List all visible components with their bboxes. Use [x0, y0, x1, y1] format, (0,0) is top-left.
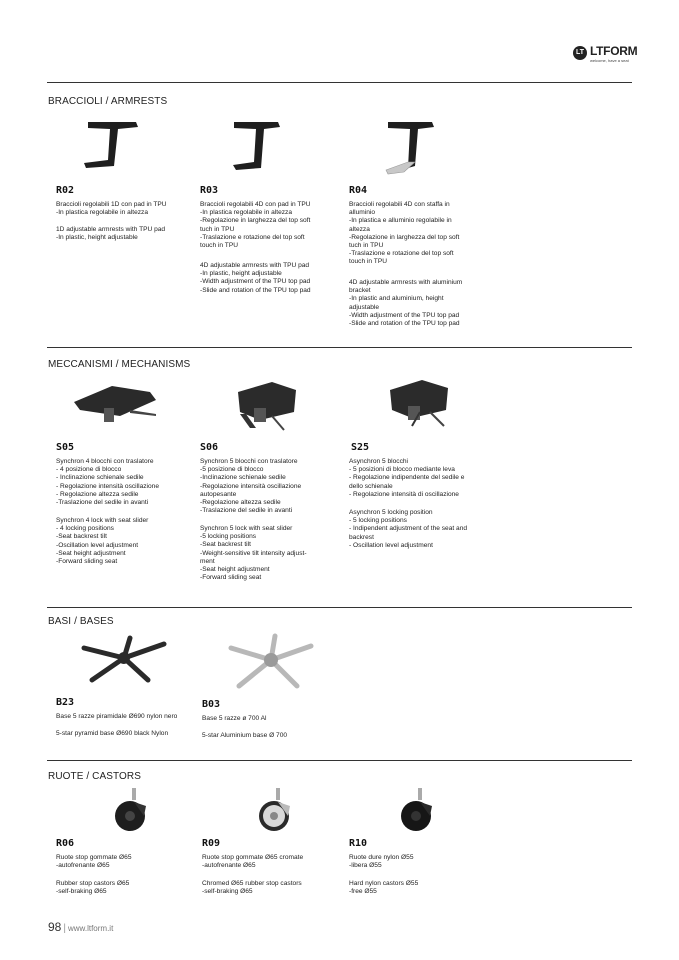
product-desc-en-r03: 4D adjustable armrests with TPU pad -In plastic, height adjustable -Width adjustment of the TPU top pad -Slide and rotation of the TPU top pad	[200, 262, 311, 294]
product-code-r03: R03	[200, 185, 219, 196]
product-desc-en-s06: Synchron 5 lock with seat slider -5 locking positions -Seat backrest tilt -Weight-sensitive tilt intensity adjust- ment -Seat height adjustment -Forward sliding seat	[200, 525, 307, 582]
product-desc-it-r04: Braccioli regolabili 4D con staffa in alluminio -In plastica e alluminio regolabile in altezza -Regolazione in larghezza del top soft tuch in TPU -Traslazione e rotazione del top soft touch in TPU	[349, 201, 460, 266]
product-desc-en-b03: 5-star Aluminium base Ø 700	[202, 732, 288, 739]
product-code-r06: R06	[56, 838, 75, 849]
logo-lt: LT	[590, 44, 604, 58]
product-desc-it-s25: Asynchron 5 blocchi - 5 posizioni di blocco mediante leva - Regolazione indipendente del sedile e dello schienale - Regolazione intensità di oscillazione	[349, 458, 465, 498]
product-desc-it-r10: Ruote dure nylon Ø55 -libera Ø55	[349, 854, 414, 870]
section-title-bases: BASI / BASES	[48, 616, 114, 627]
product-code-s05: S05	[56, 442, 75, 453]
section-divider	[47, 607, 632, 608]
logo-wordmark	[590, 44, 637, 58]
section-title-castors: RUOTE / CASTORS	[48, 771, 141, 782]
mechanism-s06-image	[232, 378, 302, 434]
product-desc-it-r03: Braccioli regolabili 4D con pad in TPU -In plastica regolabile in altezza -Regolazione in larghezza del top soft tuch in TPU -Traslazione e rotazione del top soft touch in TPU	[200, 201, 311, 250]
product-code-s06: S06	[200, 442, 219, 453]
logo-tagline: welcome, have a seat	[590, 58, 629, 63]
base-b03-image	[225, 630, 317, 694]
logo-mark-icon	[573, 46, 587, 60]
armrest-r04-image	[382, 118, 438, 178]
product-desc-it-b23: Base 5 razze piramidale Ø690 nylon nero	[56, 713, 178, 720]
section-title-armrests: BRACCIOLI / ARMRESTS	[48, 96, 168, 107]
armrest-r02-image	[78, 118, 150, 176]
section-divider	[47, 760, 632, 761]
mechanism-s25-image	[384, 376, 454, 432]
product-desc-it-s05: Synchron 4 blocchi con traslatore - 4 posizione di blocco - Inclinazione schienale sedile - Regolazione intensità oscillazione - Regolazione altezza sedile -Traslazione del sedile in avanti	[56, 458, 159, 507]
ltform-logo	[573, 44, 638, 66]
castor-r06-image	[114, 786, 154, 834]
product-code-r09: R09	[202, 838, 221, 849]
product-desc-en-s05: Synchron 4 lock with seat slider - 4 locking positions -Seat backrest tilt -Oscillation level adjustment -Seat height adjustment -Forward sliding seat	[56, 517, 149, 566]
product-code-r04: R04	[349, 185, 368, 196]
castor-r10-image	[398, 786, 442, 834]
product-desc-en-r06: Rubber stop castors Ø65 -self-braking Ø65	[56, 880, 130, 896]
product-desc-en-r10: Hard nylon castors Ø55 -free Ø55	[349, 880, 419, 896]
product-desc-it-r02: Braccioli regolabili 1D con pad in TPU -In plastica regolabile in altezza	[56, 201, 167, 217]
footer-separator: |	[63, 923, 66, 934]
product-desc-en-r04: 4D adjustable armrests with aluminium bracket -In plastic and aluminium, height adjustable -Width adjustment of the TPU top pad -Slide and rotation of the TPU top pad	[349, 279, 463, 328]
product-desc-it-s06: Synchron 5 blocchi con traslatore -5 posizione di blocco -Inclinazione schienale sedile -Regolazione intensità oscillazione autopesante -Regolazione altezza sedile -Traslazione del sedile in avanti	[200, 458, 302, 515]
product-desc-it-b03: Base 5 razze ø 700 Al	[202, 715, 267, 722]
section-title-mechanisms: MECCANISMI / MECHANISMS	[48, 359, 191, 370]
product-desc-en-r09: Chromed Ø65 rubber stop castors -self-braking Ø65	[202, 880, 302, 896]
product-desc-en-s25: Asynchron 5 locking position - 5 locking positions - Indipendent adjustment of the seat and backrest - Oscillation level adjustment	[349, 509, 468, 549]
product-desc-en-b23: 5-star pyramid base Ø690 black Nylon	[56, 730, 169, 737]
castor-r09-image	[258, 786, 298, 834]
product-desc-it-r06: Ruote stop gommate Ø65 -autofrenante Ø65	[56, 854, 132, 870]
logo-form: FORM	[603, 44, 638, 58]
page-footer	[48, 920, 113, 934]
website-link[interactable]: www.ltform.it	[67, 924, 114, 933]
page-number: 98	[48, 920, 62, 934]
section-divider	[47, 347, 632, 348]
base-b23-image	[78, 634, 170, 688]
product-code-s25: S25	[351, 442, 370, 453]
product-code-b03: B03	[202, 699, 221, 710]
product-code-r02: R02	[56, 185, 75, 196]
product-desc-en-r02: 1D adjustable armrests with TPU pad -In plastic, height adjustable	[56, 226, 166, 242]
section-divider	[47, 82, 632, 83]
mechanism-s05-image	[70, 380, 162, 430]
product-code-b23: B23	[56, 697, 75, 708]
product-desc-it-r09: Ruote stop gommate Ø65 cromate -autofrenante Ø65	[202, 854, 304, 870]
logo-mark-text: LT	[575, 49, 585, 56]
product-code-r10: R10	[349, 838, 368, 849]
armrest-r03-image	[228, 118, 284, 178]
